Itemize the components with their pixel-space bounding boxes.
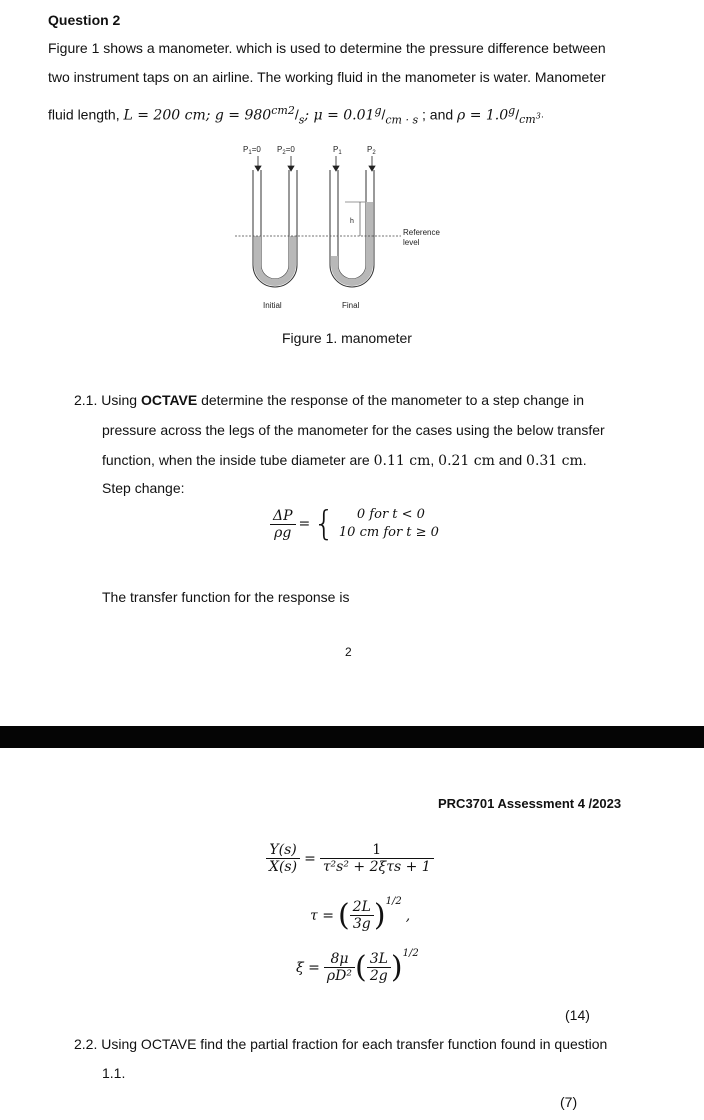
q22-line-1 [74,1034,607,1054]
tau-exponent: 1/2 [385,896,402,907]
case-1: 0 for t < 0 [356,507,425,522]
tf-lhs-den: X(s) [269,859,298,875]
q22-text: Using OCTAVE find the partial fraction for each transfer function found in question [101,1036,608,1052]
xi-inner-den: 2g [369,968,388,984]
label-final: Final [342,301,360,310]
step-change-equation [270,506,439,542]
xi-lhs: ξ = [296,959,320,976]
gravity-unit-den: s [298,113,305,127]
xi-den: ρD² [326,968,352,984]
label-p1: $P_1$ [333,145,342,156]
pressure-arrows [255,156,375,171]
marks-14: (14) [565,1007,590,1023]
octave-keyword: OCTAVE [140,392,198,408]
manometer-figure [225,140,465,320]
diameter-and: and [498,452,523,468]
q21-line1-pre: Using [101,392,138,408]
brace: { [313,504,335,544]
xi-paren-close: ) [390,950,403,985]
q21-number: 2.1. [74,392,98,408]
step-numerator: ΔP [270,508,296,525]
q21-line-1 [74,390,584,410]
param-viscosity: ; μ = 0.01 [304,107,375,124]
label-initial: Initial [263,301,282,310]
label-p1-zero: $P_1=0$ [243,145,261,156]
step-equals: = [298,516,311,532]
xi-inner-fraction [367,951,391,984]
tau-comma: , [405,907,411,924]
label-p2: $P_2$ [367,145,376,156]
transfer-function-intro: The transfer function for the response is [102,589,350,605]
and-word: ; and [422,106,454,123]
label-h: h [350,218,354,225]
question-title: Question 2 [48,12,121,28]
label-reference: Reference [403,228,440,237]
step-fraction [270,508,296,541]
q22-number: 2.2. [74,1036,98,1052]
figure-caption: Figure 1. manometer [282,330,412,346]
label-p2-zero: $P_2=0$ [277,145,295,156]
diameter-2: 0.21 cm [438,453,495,469]
q21-line1-post: determine the response of the manometer to a step change in [201,392,584,408]
diameter-3: 0.31 cm [526,453,583,469]
tau-fraction [350,899,374,932]
tau-num: 2L [350,899,374,916]
q21-line-2: pressure across the legs of the manometer for the cases using the below transfer [102,422,605,438]
diameter-sep: , [430,452,435,468]
q21-line3-pre: function, when the inside tube diameter are [102,452,370,468]
q22-line-2: 1.1. [102,1065,126,1081]
tf-lhs-num: Y(s) [266,842,300,859]
step-cases [339,506,439,542]
step-denominator: ρg [274,524,292,541]
density-unit-num: g [508,104,516,117]
param-gravity: g = 980 [214,107,272,124]
diameter-dot: . [582,452,587,468]
tf-rhs [320,842,434,875]
xi-exponent: 1/2 [402,948,419,959]
marks-7: (7) [560,1094,578,1110]
tau-paren-close: ) [373,898,386,933]
q21-line-3 [102,450,587,471]
final-u-tube [330,170,374,287]
tf-equals: = [304,850,316,867]
tf-lhs [266,842,300,875]
param-density: ρ = 1.0 [457,107,509,124]
tau-equation [310,898,410,933]
intro-line-2: two instrument taps on an airline. The working fluid in the manometer is water. Manometer [48,69,606,85]
viscosity-unit-den: cm · s [385,113,419,127]
page-number: 2 [345,645,352,659]
label-level: level [403,238,420,247]
viscosity-unit-num: g [374,104,382,117]
param-length: L = 200 cm; [123,107,215,124]
tau-paren-open: ( [337,898,350,933]
xi-num: 8μ [324,951,355,968]
case-2: 10 cm for t ≥ 0 [338,525,439,540]
gravity-unit-exp: 2 [287,104,295,117]
step-change-label: Step change: [102,480,185,496]
transfer-function-equation [266,842,434,875]
xi-paren-open: ( [354,950,367,985]
tau-lhs: τ = [310,907,334,924]
xi-inner-num: 3L [367,951,391,968]
intro-line-1: Figure 1 shows a manometer. which is used to determine the pressure difference between [48,40,606,56]
intro-line-3: fluid length, L = 200 cm; $g = 980^{cm2}/_s$; $\mu = 0.01^g/_{cm \cdot s}$ ; and $\rho = 1.0^g/_{cm^3}\cdot$ [48,104,545,127]
xi-fraction [324,951,355,984]
initial-u-tube [253,170,297,287]
tf-rhs-num: 1 [320,842,434,859]
gravity-unit-num: cm [271,104,288,117]
intro-line-3-prefix: fluid length, [48,106,120,123]
intro-end-dot: · [540,111,545,123]
density-unit-den: cm [519,113,536,127]
xi-equation [296,950,419,985]
assessment-header: PRC3701 Assessment 4 /2023 [438,796,622,811]
tf-rhs-den: τ²s² + 2ξτs + 1 [322,859,431,875]
diameter-1: 0.11 cm [373,453,431,469]
density-unit-exp: 3 [535,111,541,121]
tau-den: 3g [352,916,371,932]
page-separator-bar [0,726,704,748]
